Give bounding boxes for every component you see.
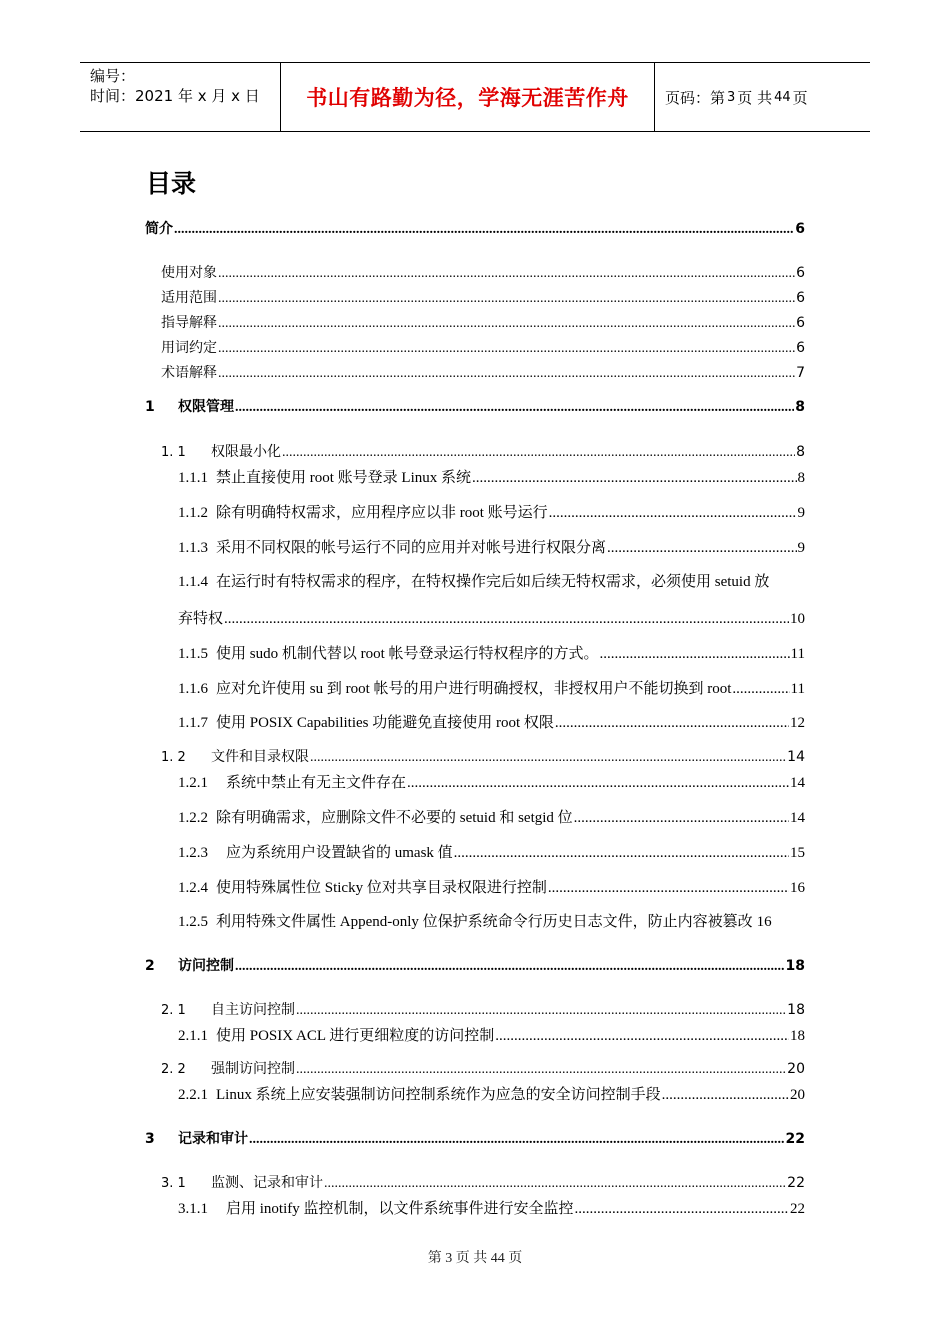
toc-subsection[interactable] [178,910,805,931]
toc-chapter[interactable] [145,1128,805,1148]
toc-entry-page: 6 [796,315,805,331]
header-meta [90,66,260,106]
dot-leader [555,715,789,732]
toc-entry-text [161,1058,295,1078]
toc-section[interactable] [161,999,805,1019]
toc-entry-page: 14 [790,775,805,791]
toc-entry-text [178,1197,574,1218]
toc-entry-number: 1.2.5 [178,914,208,930]
toc-subsection[interactable] [178,1024,805,1045]
page-prefix: 页码：第 [665,88,726,107]
toc-entry-text [178,771,406,792]
toc-entry-title: 文件和目录权限 [211,749,309,765]
toc-entry-text: 使用对象 [161,265,217,281]
toc-entry-text [161,746,309,766]
toc-entry-text [178,570,769,591]
header-motto: 书山有路勤为径，学海无涯苦作舟 [306,86,629,110]
document-header [80,62,870,132]
toc-entry[interactable] [161,262,805,282]
dot-leader [732,681,789,698]
toc-entry[interactable] [161,287,805,307]
toc-entry[interactable] [161,362,805,382]
toc-entry-title: 自主访问控制 [211,1002,295,1018]
toc-chapter[interactable] [145,955,805,975]
toc-entry-number: 1.1.1 [178,470,208,486]
toc-entry-text [178,1083,661,1104]
toc-subsection[interactable] [178,501,805,522]
toc-entry-title: 利用特殊文件属性 Append-only 位保护系统命令行历史日志文件，防止内容被篡改 [216,914,753,930]
toc-entry-page: 7 [796,365,805,381]
toc-entry-number: 1.1.3 [178,540,208,556]
toc-entry-page: 16 [790,880,805,896]
toc-entry-title: 采用不同权限的帐号运行不同的应用并对帐号进行权限分离 [216,540,607,556]
toc-subsection-continued[interactable] [178,607,805,628]
dot-leader [574,810,789,827]
toc-entry-page: 18 [790,1028,805,1044]
toc-entry-title: 除有明确需求，应删除文件不必要的 setuid 和 setgid 位 [216,810,573,826]
toc-entry-title: 监测、记录和审计 [211,1175,323,1191]
dot-leader [607,540,796,557]
toc-entry-number: 1. 1 [161,445,186,460]
toc-entry-text: 用词约定 [161,340,217,356]
toc-entry-page: 20 [790,1087,805,1103]
toc-subsection[interactable] [178,876,805,897]
toc-entry-page: 8 [797,470,805,486]
toc-entry[interactable] [161,312,805,332]
date-label: 时间：2021 年 x 月 x 日 [90,87,260,105]
toc-entry-text [178,501,548,522]
toc-entry-page: 9 [797,540,805,556]
toc-entry-number: 3.1.1 [178,1201,208,1217]
toc-entry-title: 使用 sudo 机制代替以 root 帐号登录运行特权程序的方式。 [216,646,599,662]
dot-leader [600,646,790,663]
dot-leader [454,845,789,862]
page-number: 3 [727,89,736,105]
toc-section[interactable] [161,746,805,766]
toc-entry-page: 12 [790,715,805,731]
toc-entry-page: 6 [795,221,805,237]
toc-entry-number: 2 [145,958,155,974]
toc-subsection[interactable] [178,570,805,591]
header-divider [654,63,655,131]
toc-entry-page: 8 [795,399,805,415]
toc-entry-page: 22 [790,1201,805,1217]
toc-entry-text [178,806,573,827]
dot-leader [575,1201,790,1218]
toc-entry-page: 20 [787,1061,805,1077]
toc-subsection[interactable] [178,1197,805,1218]
toc-entry-text [178,1024,494,1045]
toc-entry-title: 禁止直接使用 root 账号登录 Linux 系统 [216,470,471,486]
toc-entry-title: 在运行时有特权需求的程序，在特权操作完后如后续无特权需求，必须使用 setuid 放 [216,574,770,590]
toc-entry-page: 10 [790,611,805,627]
dot-leader [548,880,789,897]
toc-entry-number: 1.1.4 [178,574,208,590]
toc-entry-number: 1.2.2 [178,810,208,826]
toc-entry-title: 除有明确特权需求，应用程序应以非 root 账号运行 [216,505,548,521]
toc-entry-title: 记录和审计 [178,1131,248,1147]
dot-leader [472,470,797,487]
toc-entry[interactable] [161,337,805,357]
toc-entry-number: 1.2.4 [178,880,208,896]
serial-number-label: 编号： [90,67,136,85]
dot-leader [218,316,795,332]
dot-leader [235,959,785,975]
toc-entry-text [178,642,599,663]
toc-entry-title: 权限最小化 [211,444,281,460]
toc-entry-title: 使用特殊属性位 Sticky 位对共享目录权限进行控制 [216,880,547,896]
toc-entry-text [145,955,234,975]
toc-entry-page: 18 [787,1002,805,1018]
toc-entry-text [161,441,281,461]
dot-leader [235,400,794,416]
page-suffix: 页 [792,88,808,107]
toc-entry-text [145,396,234,416]
dot-leader [495,1028,789,1045]
toc-entry-page: 6 [796,265,805,281]
toc-entry-page: 6 [796,340,805,356]
dot-leader [296,1062,786,1078]
toc-subsection[interactable] [178,841,805,862]
dot-leader [662,1087,789,1104]
toc-entry-text [145,1128,248,1148]
toc-subsection[interactable] [178,711,805,732]
toc-entry-text [178,536,606,557]
dot-leader [174,222,794,238]
toc-entry-page: 22 [787,1175,805,1191]
toc-entry-page: 15 [790,845,805,861]
toc-entry-text [178,910,753,931]
toc-entry-title: 访问控制 [178,958,234,974]
toc-entry-page: 18 [785,958,805,974]
toc-entry-number: 1. 2 [161,750,186,765]
toc-entry-text [178,677,731,698]
toc-entry-number: 1.2.1 [178,775,208,791]
page-mid: 页 共 [737,88,773,107]
toc-entry-number: 3 [145,1131,155,1147]
toc-entry-number: 3. 1 [161,1176,186,1191]
toc-entry-number: 1.1.5 [178,646,208,662]
dot-leader [407,775,789,792]
toc-entry-title: 使用 POSIX ACL 进行更细粒度的访问控制 [216,1028,495,1044]
toc-entry-title: Linux 系统上应安装强制访问控制系统作为应急的安全访问控制手段 [216,1087,661,1103]
toc-entry-text [161,1172,323,1192]
toc-entry-page: 11 [790,646,805,662]
dot-leader [282,445,795,461]
toc-subsection[interactable] [178,771,805,792]
toc-entry-page: 11 [790,681,805,697]
dot-leader [324,1176,786,1192]
toc-section[interactable] [161,1172,805,1192]
toc-entry-text [178,466,471,487]
toc-entry-text [178,841,453,862]
dot-leader [549,505,797,522]
dot-leader [218,341,795,357]
toc-entry-text: 术语解释 [161,365,217,381]
dot-leader [224,611,789,628]
toc-title: 目录 [146,169,197,198]
toc-entry-title: 系统中禁止有无主文件存在 [226,775,407,791]
toc-subsection[interactable] [178,466,805,487]
toc-entry-page: 22 [785,1131,805,1147]
toc-entry-text [178,711,554,732]
toc-entry-text: 弃特权 [178,611,224,627]
page-total: 44 [774,89,791,105]
header-page-info [665,63,808,131]
toc-entry-text [161,999,295,1019]
toc-entry-page: 16 [756,914,772,930]
toc-entry-page: 6 [796,290,805,306]
toc-entry-number: 1.2.3 [178,845,208,861]
dot-leader [218,366,795,382]
toc-entry-intro[interactable] [145,218,805,238]
toc-entry-number: 1.1.2 [178,505,208,521]
toc-entry-number: 1.1.6 [178,681,208,697]
toc-entry-text: 简介 [145,221,173,237]
toc-entry-number: 1.1.7 [178,715,208,731]
dot-leader [310,750,786,766]
toc-subsection[interactable] [178,642,805,663]
toc-subsection[interactable] [178,677,805,698]
toc-chapter[interactable] [145,396,805,416]
toc-subsection[interactable] [178,536,805,557]
toc-entry-page: 14 [790,810,805,826]
toc-entry-number: 1 [145,399,155,415]
toc-entry-text: 指导解释 [161,315,217,331]
toc-entry-text: 适用范围 [161,290,217,306]
toc-entry-number: 2.1.1 [178,1028,208,1044]
toc-entry-title: 使用 POSIX Capabilities 功能避免直接使用 root 权限 [216,715,554,731]
toc-entry-title: 权限管理 [178,399,234,415]
toc-entry-number: 2. 1 [161,1003,186,1018]
toc-entry-page: 14 [787,749,805,765]
dot-leader [296,1003,786,1019]
toc-subsection[interactable] [178,1083,805,1104]
toc-entry-title: 强制访问控制 [211,1061,295,1077]
toc-entry-page: 8 [796,444,805,460]
toc-entry-title: 应为系统用户设置缺省的 umask 值 [226,845,453,861]
toc-subsection[interactable] [178,806,805,827]
toc-entry-text [178,876,547,897]
toc-entry-title: 应对允许使用 su 到 root 帐号的用户进行明确授权，非授权用户不能切换到 root [216,681,732,697]
page-footer: 第 3 页 共 44 页 [427,1251,523,1266]
toc-section[interactable] [161,441,805,461]
dot-leader [249,1132,785,1148]
toc-entry-number: 2.2.1 [178,1087,208,1103]
dot-leader [218,291,795,307]
toc-entry-number: 2. 2 [161,1062,186,1077]
toc-section[interactable] [161,1058,805,1078]
toc-entry-title: 启用 inotify 监控机制，以文件系统事件进行安全监控 [226,1201,574,1217]
toc-entry-page: 9 [797,505,805,521]
dot-leader [218,266,795,282]
